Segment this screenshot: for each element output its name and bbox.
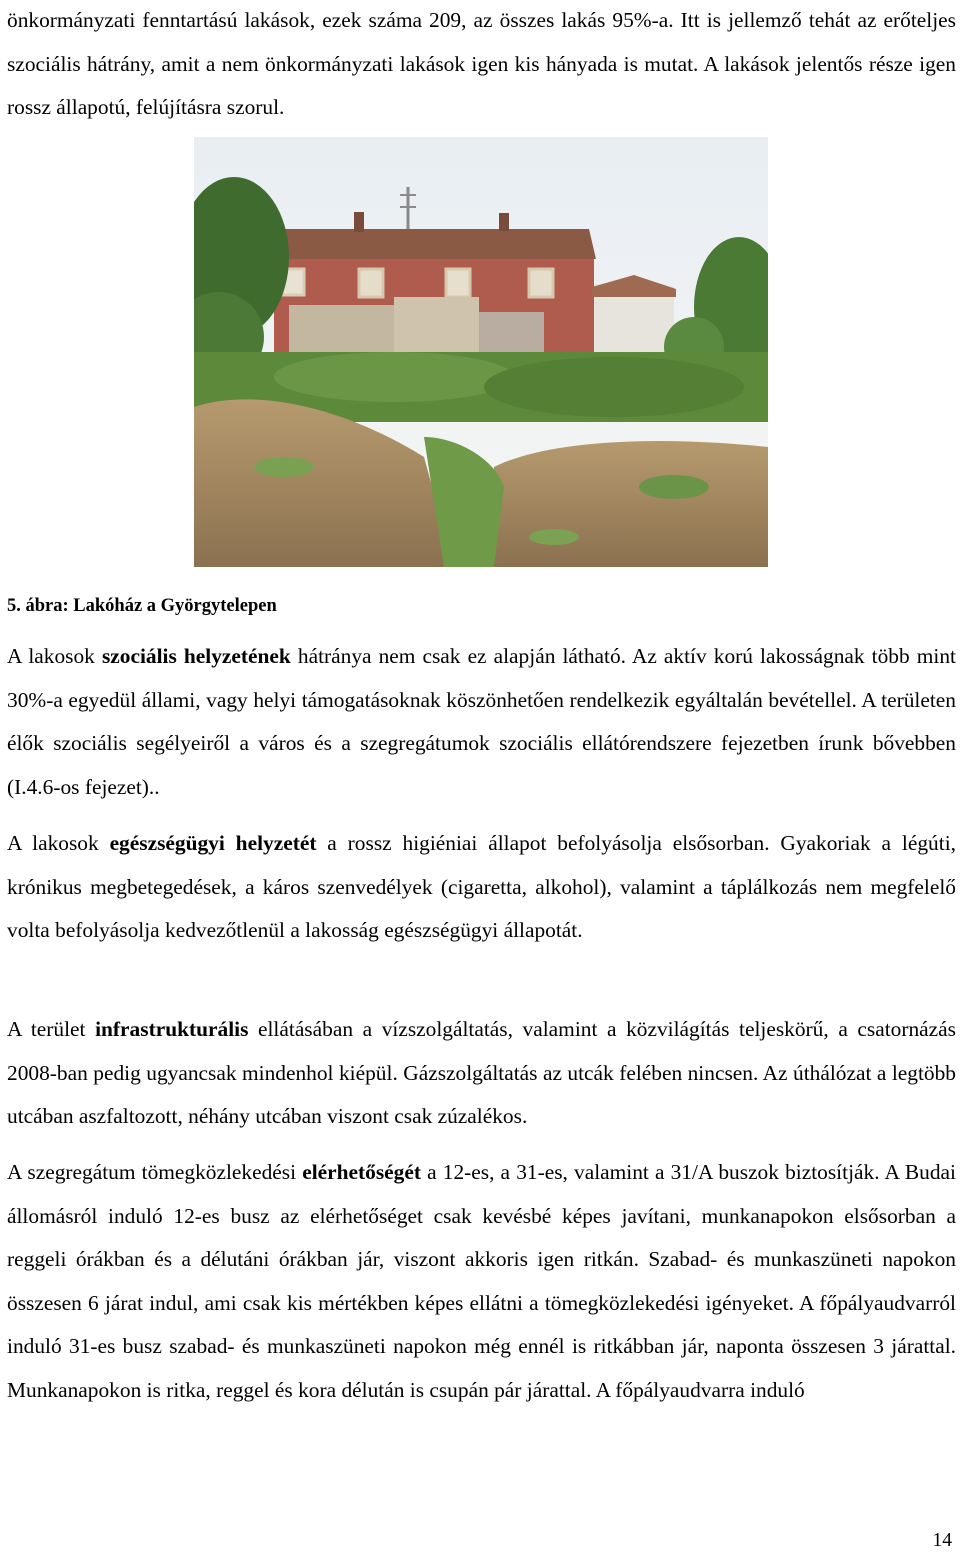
page-number: 14	[932, 1530, 952, 1551]
paragraph-text-start: A lakosok	[7, 831, 110, 855]
photo-residential-house	[194, 137, 768, 567]
paragraph-social-situation	[7, 635, 956, 809]
paragraph-text-rest: a rossz higiéniai állapot befolyásolja elsősorban. Gyakoriak a légúti, krónikus megbetegedések, a káros szenvedélyek (cigaretta, alkohol), valamint a táplálkozás nem megfelelő volta befolyásolja kedvezőtlenül a lakosság egészségügyi állapotát.	[7, 831, 956, 943]
paragraph-text: önkormányzati fenntartású lakások, ezek száma 209, az összes lakás 95%-a. Itt is jellemző tehát az erőteljes szociális hátrány, amit a nem önkormányzati lakások igen kis hányada is mutat. A lakások jelentős része igen rossz állapotú, felújításra szorul.	[7, 8, 956, 120]
bold-term-accessibility: elérhetőségét	[302, 1160, 421, 1184]
bold-term-social-situation: szociális helyzetének	[101, 644, 291, 668]
paragraph-text-rest: hátránya nem csak ez alapján látható. Az aktív korú lakosságnak több mint 30%-a egyedül állami, vagy helyi támogatásoknak köszönhetően rendelkezik egyáltalán bevétellel. A területen élők szociális segélyeiről a város és a szegregátumok szociális ellátórendszere fejezetben írunk bővebben (I.4.6-os fejezet)..	[7, 644, 956, 799]
paragraph-public-transport	[7, 1151, 956, 1413]
paragraph-text-start: A szegregátum tömegközlekedési	[7, 1160, 303, 1184]
paragraph-text-start: A terület	[7, 1017, 96, 1041]
paragraph-text-rest: a 12-es, a 31-es, valamint a 31/A buszok biztosítják. A Budai állomásról induló 12-es busz az elérhetőséget csak kevésbé képes javítani, munkanapokon elsősorban a reggeli órákban és a délutáni órákban jár, viszont akkoris igen ritkán. Szabad- és munkaszüneti napokon összesen 6 járat indul, ami csak kis mértékben képes ellátni a tömegközlekedési igényeket. A főpályaudvarról induló 31-es busz szabad- és munkaszüneti napokon még ennél is ritkábban jár, naponta összesen 3 járattal. Munkanapokon is ritka, reggel és kora délután is csupán pár járattal. A főpályaudvarra induló	[7, 1160, 956, 1402]
bold-term-infrastructure: infrastrukturális	[95, 1017, 249, 1041]
paragraph-text-rest: ellátásában a vízszolgáltatás, valamint a közvilágítás teljeskörű, a csatornázás 2008-ban pedig ugyancsak mindenhol kiépül. Gázszolgáltatás az utcák felében nincsen. Az úthálózat a legtöbb utcában aszfaltozott, néhány utcában viszont csak zúzalékos.	[7, 1017, 956, 1129]
paragraph-health-situation	[7, 822, 956, 953]
paragraph-infrastructure	[7, 1008, 956, 1139]
paragraph-text-start: A lakosok	[7, 644, 102, 668]
bold-term-health-situation: egészségügyi helyzetét	[109, 831, 317, 855]
figure-caption: 5. ábra: Lakóház a Györgytelepen	[7, 596, 277, 616]
paragraph-housing-intro	[7, 0, 956, 130]
